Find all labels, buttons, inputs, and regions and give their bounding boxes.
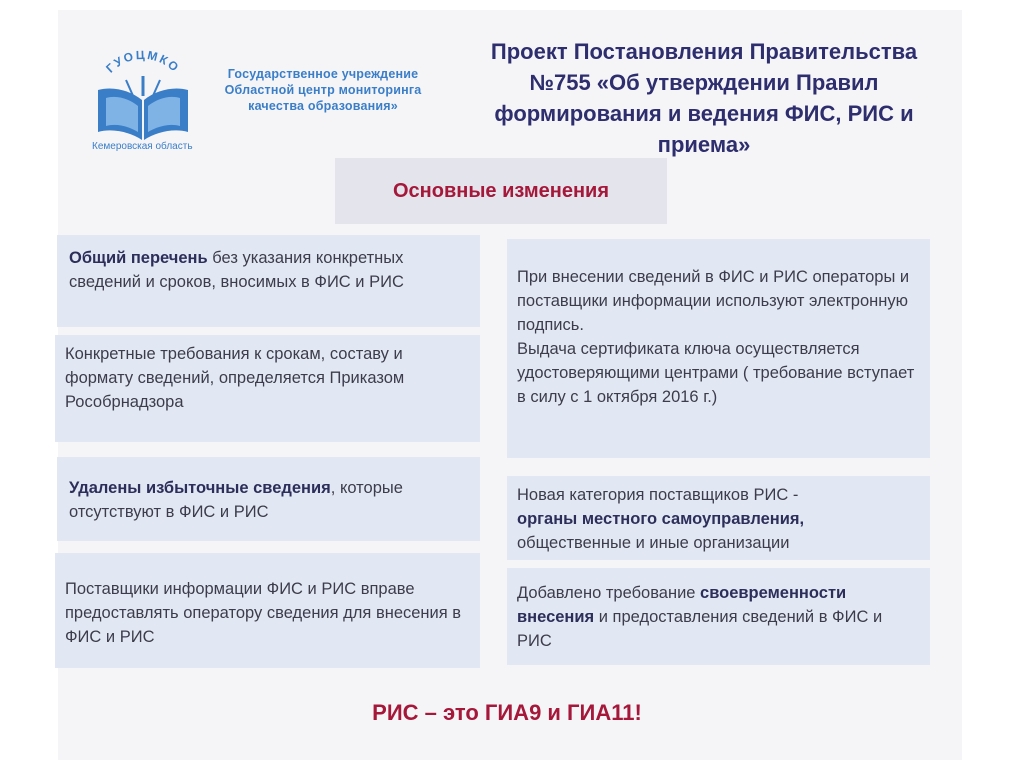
title-line: Проект Постановления Правительства [490,39,918,64]
card-text: Новая категория поставщиков РИС - [517,486,799,504]
card-removed [57,457,480,541]
card-bold-text: Удалены избыточные сведения [69,479,331,497]
card-text: и предоставления сведений в ФИС и РИС [517,608,883,650]
card-text: Конкретные требования к срокам, составу и формату сведений, определяется Приказом Рособрнадзора [65,345,405,411]
title-line: формирования и ведения ФИС, РИС и [494,101,914,126]
card-text: без указания конкретных сведений и сроков, вносимых в ФИС и РИС [69,249,404,291]
card-text: Поставщики информации ФИС и РИС вправе предоставлять оператору сведения для внесения в ФИС и РИС [65,580,462,646]
region-label: Кемеровская область [92,141,193,152]
card-providers [55,553,480,668]
card-bold-text: органы местного самоуправления, [517,510,805,528]
card-bold-text: своевременности внесения [517,584,847,626]
section-header: Основные изменения [335,158,667,224]
footer-slogan: РИС – это ГИА9 и ГИА11! [372,700,642,725]
organization-name [208,66,438,114]
svg-text:ГУОЦМКО [103,48,183,76]
card-new-category [507,476,930,560]
card-text: Добавлено требование [517,584,701,602]
org-line: Государственное учреждение [227,67,419,81]
card-text: общественные и иные организации [517,534,790,552]
card-requirements [55,335,480,442]
card-timeliness [507,568,930,665]
card-signature [507,239,930,458]
card-general-list [57,235,480,327]
card-bold-text: Общий перечень [69,249,208,267]
org-line: Областной центр мониторинга [224,83,422,97]
logo-arc-text: ГУОЦМКО [103,47,183,76]
card-text: При внесении сведений в ФИС и РИС операторы и поставщики информации используют электронную подпись. [517,268,910,334]
card-text: , которые отсутствуют в ФИС и РИС [69,479,403,521]
title-line: №755 «Об утверждении Правил [529,70,879,95]
card-text: Выдача сертификата ключа осуществляется удостоверяющими центрами ( требование вступает в силу с 1 октября 2016 г.) [517,340,915,406]
org-line: качества образования» [248,99,398,113]
title-line: приема» [657,132,751,157]
slide-title [448,36,960,160]
